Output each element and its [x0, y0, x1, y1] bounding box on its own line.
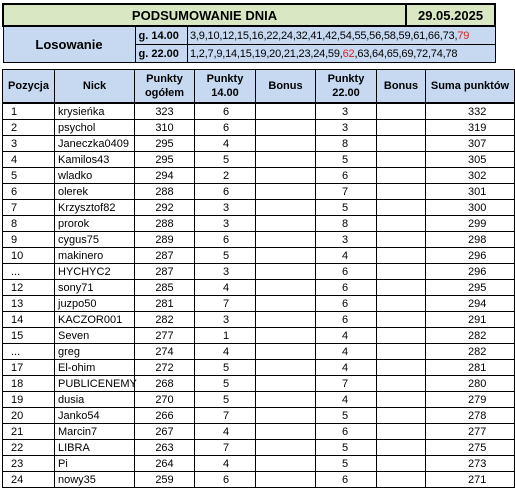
cell-p22: 8	[316, 136, 377, 152]
cell-sum: 271	[426, 472, 515, 488]
cell-sum: 273	[426, 456, 515, 472]
draw-numbers-1: 3,9,10,12,15,16,22,24,32,41,42,54,55,56,58,59,61,66,73,79	[188, 27, 495, 44]
cell-total: 295	[135, 136, 195, 152]
cell-p14: 5	[195, 392, 256, 408]
cell-pos: 8	[3, 216, 55, 232]
cell-pos: 2	[3, 120, 55, 136]
cell-bonus2	[377, 360, 426, 376]
cell-bonus2	[377, 312, 426, 328]
cell-p14: 4	[195, 424, 256, 440]
cell-p22: 4	[316, 344, 377, 360]
cell-nick: KACZOR001	[55, 312, 135, 328]
cell-p22: 7	[316, 184, 377, 200]
cell-bonus1	[256, 200, 316, 216]
cell-sum: 332	[426, 103, 515, 120]
draw-row-2	[135, 45, 495, 63]
cell-p22: 3	[316, 103, 377, 120]
cell-p14: 6	[195, 184, 256, 200]
cell-total: 274	[135, 344, 195, 360]
col-points-22: Punkty 22.00	[316, 70, 377, 104]
cell-pos: 6	[3, 184, 55, 200]
cell-total: 282	[135, 312, 195, 328]
col-sum: Suma punktów	[426, 70, 515, 104]
cell-nick: psychol	[55, 120, 135, 136]
cell-total: 268	[135, 376, 195, 392]
cell-p22: 7	[316, 376, 377, 392]
cell-bonus2	[377, 440, 426, 456]
cell-pos: 21	[3, 424, 55, 440]
table-row	[3, 424, 515, 440]
cell-sum: 291	[426, 312, 515, 328]
cell-sum: 319	[426, 120, 515, 136]
cell-bonus1	[256, 344, 316, 360]
cell-bonus1	[256, 248, 316, 264]
cell-p14: 6	[195, 232, 256, 248]
cell-sum: 307	[426, 136, 515, 152]
draw-numbers-2: 1,2,7,9,14,15,19,20,21,23,24,59,62,63,64,65,69,72,74,78	[188, 45, 495, 62]
cell-total: 288	[135, 216, 195, 232]
cell-nick: HYCHYC2	[55, 264, 135, 280]
cell-bonus1	[256, 103, 316, 120]
cell-pos: 3	[3, 136, 55, 152]
cell-pos: ...	[3, 264, 55, 280]
table-row	[3, 392, 515, 408]
table-row	[3, 232, 515, 248]
cell-bonus1	[256, 296, 316, 312]
cell-pos: 13	[3, 296, 55, 312]
summary-title: PODSUMOWANIE DNIA	[3, 4, 406, 26]
cell-bonus2	[377, 216, 426, 232]
cell-bonus1	[256, 184, 316, 200]
table-row	[3, 120, 515, 136]
table-row	[3, 200, 515, 216]
cell-pos: 20	[3, 408, 55, 424]
cell-bonus2	[377, 136, 426, 152]
cell-sum: 295	[426, 280, 515, 296]
cell-nick: Seven	[55, 328, 135, 344]
cell-bonus2	[377, 472, 426, 488]
cell-p14: 5	[195, 376, 256, 392]
cell-bonus2	[377, 296, 426, 312]
cell-bonus2	[377, 184, 426, 200]
cell-bonus2	[377, 344, 426, 360]
cell-p14: 4	[195, 136, 256, 152]
cell-bonus2	[377, 232, 426, 248]
cell-p22: 6	[316, 312, 377, 328]
cell-bonus2	[377, 200, 426, 216]
cell-sum: 275	[426, 440, 515, 456]
cell-total: 259	[135, 472, 195, 488]
score-table	[2, 69, 515, 488]
cell-sum: 302	[426, 168, 515, 184]
cell-bonus1	[256, 264, 316, 280]
cell-nick: Janko54	[55, 408, 135, 424]
cell-total: 287	[135, 248, 195, 264]
cell-p14: 2	[195, 168, 256, 184]
col-points-14: Punkty 14.00	[195, 70, 256, 104]
cell-bonus2	[377, 280, 426, 296]
cell-sum: 279	[426, 392, 515, 408]
cell-p22: 5	[316, 440, 377, 456]
cell-sum: 299	[426, 216, 515, 232]
cell-nick: wladko	[55, 168, 135, 184]
cell-sum: 305	[426, 152, 515, 168]
cell-p14: 7	[195, 440, 256, 456]
cell-sum: 301	[426, 184, 515, 200]
col-total: Punkty ogółem	[135, 70, 195, 104]
cell-nick: Marcin7	[55, 424, 135, 440]
cell-nick: prorok	[55, 216, 135, 232]
cell-nick: juzpo50	[55, 296, 135, 312]
cell-p22: 5	[316, 456, 377, 472]
cell-bonus1	[256, 472, 316, 488]
cell-pos: 14	[3, 312, 55, 328]
cell-bonus1	[256, 152, 316, 168]
cell-total: 267	[135, 424, 195, 440]
cell-pos: 10	[3, 248, 55, 264]
draw-time-2: g. 22.00	[136, 45, 188, 62]
summary-date: 29.05.2025	[406, 4, 495, 26]
cell-sum: 281	[426, 360, 515, 376]
cell-total: 323	[135, 103, 195, 120]
cell-sum: 278	[426, 408, 515, 424]
table-row	[3, 136, 515, 152]
cell-bonus1	[256, 312, 316, 328]
cell-p14: 5	[195, 248, 256, 264]
cell-p22: 4	[316, 328, 377, 344]
cell-p14: 6	[195, 120, 256, 136]
cell-sum: 296	[426, 248, 515, 264]
table-row	[3, 103, 515, 120]
cell-total: 294	[135, 168, 195, 184]
cell-p22: 4	[316, 392, 377, 408]
summary-sheet	[2, 3, 515, 488]
cell-bonus1	[256, 392, 316, 408]
cell-pos: 18	[3, 376, 55, 392]
cell-total: 270	[135, 392, 195, 408]
cell-bonus1	[256, 120, 316, 136]
header-table	[2, 3, 496, 63]
cell-pos: 5	[3, 168, 55, 184]
cell-pos: 1	[3, 103, 55, 120]
draw-red-number-1: 79	[457, 29, 470, 42]
cell-p22: 4	[316, 360, 377, 376]
table-row	[3, 472, 515, 488]
table-row	[3, 216, 515, 232]
cell-p14: 1	[195, 328, 256, 344]
draw-time-1: g. 14.00	[136, 27, 188, 44]
draw-row-1	[135, 26, 495, 45]
cell-p14: 6	[195, 472, 256, 488]
cell-p14: 3	[195, 216, 256, 232]
cell-p14: 3	[195, 312, 256, 328]
cell-nick: olerek	[55, 184, 135, 200]
table-row	[3, 168, 515, 184]
cell-p22: 6	[316, 280, 377, 296]
col-position: Pozycja	[3, 70, 55, 104]
cell-nick: greg	[55, 344, 135, 360]
losowanie-label: Losowanie	[3, 26, 135, 63]
cell-bonus1	[256, 280, 316, 296]
cell-total: 264	[135, 456, 195, 472]
cell-p14: 4	[195, 344, 256, 360]
cell-total: 289	[135, 232, 195, 248]
cell-p14: 3	[195, 200, 256, 216]
cell-bonus2	[377, 120, 426, 136]
cell-bonus2	[377, 328, 426, 344]
cell-bonus1	[256, 216, 316, 232]
cell-p14: 6	[195, 103, 256, 120]
cell-nick: Kamilos43	[55, 152, 135, 168]
cell-p22: 3	[316, 120, 377, 136]
cell-p22: 8	[316, 216, 377, 232]
cell-sum: 277	[426, 424, 515, 440]
cell-p14: 5	[195, 152, 256, 168]
cell-bonus2	[377, 456, 426, 472]
cell-bonus1	[256, 328, 316, 344]
cell-total: 263	[135, 440, 195, 456]
cell-bonus2	[377, 248, 426, 264]
cell-nick: Janeczka0409	[55, 136, 135, 152]
cell-nick: nowy35	[55, 472, 135, 488]
column-header-row	[3, 70, 515, 104]
cell-pos: 23	[3, 456, 55, 472]
cell-total: 277	[135, 328, 195, 344]
cell-nick: krysieńka	[55, 103, 135, 120]
table-row	[3, 152, 515, 168]
cell-nick: LIBRA	[55, 440, 135, 456]
cell-nick: dusia	[55, 392, 135, 408]
cell-p22: 4	[316, 248, 377, 264]
cell-nick: El-ohim	[55, 360, 135, 376]
cell-total: 287	[135, 264, 195, 280]
cell-bonus2	[377, 376, 426, 392]
cell-pos: 24	[3, 472, 55, 488]
cell-sum: 282	[426, 328, 515, 344]
cell-p14: 5	[195, 360, 256, 376]
cell-pos: 15	[3, 328, 55, 344]
cell-pos: 9	[3, 232, 55, 248]
table-row	[3, 360, 515, 376]
cell-total: 285	[135, 280, 195, 296]
table-row	[3, 280, 515, 296]
cell-total: 281	[135, 296, 195, 312]
table-row	[3, 456, 515, 472]
cell-bonus2	[377, 152, 426, 168]
table-row	[3, 440, 515, 456]
cell-p14: 7	[195, 296, 256, 312]
cell-bonus2	[377, 392, 426, 408]
cell-pos: 7	[3, 200, 55, 216]
table-row	[3, 344, 515, 360]
cell-p22: 6	[316, 168, 377, 184]
table-row	[3, 264, 515, 280]
col-bonus-1: Bonus	[256, 70, 316, 104]
cell-pos: 4	[3, 152, 55, 168]
cell-pos: 12	[3, 280, 55, 296]
cell-nick: makinero	[55, 248, 135, 264]
cell-bonus1	[256, 136, 316, 152]
cell-total: 292	[135, 200, 195, 216]
table-row	[3, 248, 515, 264]
cell-sum: 280	[426, 376, 515, 392]
cell-p22: 5	[316, 408, 377, 424]
cell-bonus1	[256, 232, 316, 248]
cell-total: 310	[135, 120, 195, 136]
cell-pos: 22	[3, 440, 55, 456]
cell-p22: 6	[316, 264, 377, 280]
col-nick: Nick	[55, 70, 135, 104]
cell-nick: Krzysztof82	[55, 200, 135, 216]
cell-bonus1	[256, 408, 316, 424]
cell-pos: ...	[3, 344, 55, 360]
cell-pos: 19	[3, 392, 55, 408]
cell-nick: sony71	[55, 280, 135, 296]
cell-nick: PUBLICENEMY	[55, 376, 135, 392]
cell-p22: 5	[316, 152, 377, 168]
cell-p22: 5	[316, 200, 377, 216]
cell-p14: 4	[195, 456, 256, 472]
cell-p14: 3	[195, 264, 256, 280]
cell-p22: 6	[316, 296, 377, 312]
draw-red-number-2: 62	[342, 47, 355, 60]
cell-nick: Pi	[55, 456, 135, 472]
table-row	[3, 184, 515, 200]
cell-bonus1	[256, 456, 316, 472]
cell-p22: 3	[316, 232, 377, 248]
cell-total: 288	[135, 184, 195, 200]
cell-pos: 17	[3, 360, 55, 376]
cell-bonus1	[256, 376, 316, 392]
col-bonus-2: Bonus	[377, 70, 426, 104]
cell-bonus1	[256, 440, 316, 456]
cell-total: 272	[135, 360, 195, 376]
cell-bonus2	[377, 168, 426, 184]
table-row	[3, 328, 515, 344]
cell-nick: cygus75	[55, 232, 135, 248]
cell-bonus1	[256, 360, 316, 376]
cell-bonus1	[256, 424, 316, 440]
cell-total: 266	[135, 408, 195, 424]
cell-p14: 7	[195, 408, 256, 424]
cell-sum: 298	[426, 232, 515, 248]
cell-sum: 296	[426, 264, 515, 280]
cell-sum: 300	[426, 200, 515, 216]
table-row	[3, 408, 515, 424]
cell-sum: 294	[426, 296, 515, 312]
cell-bonus2	[377, 424, 426, 440]
cell-total: 295	[135, 152, 195, 168]
table-row	[3, 312, 515, 328]
cell-sum: 282	[426, 344, 515, 360]
cell-p22: 6	[316, 424, 377, 440]
cell-bonus2	[377, 264, 426, 280]
table-row	[3, 376, 515, 392]
cell-bonus2	[377, 103, 426, 120]
table-row	[3, 296, 515, 312]
cell-bonus2	[377, 408, 426, 424]
cell-p14: 4	[195, 280, 256, 296]
cell-p22: 6	[316, 472, 377, 488]
cell-bonus1	[256, 168, 316, 184]
